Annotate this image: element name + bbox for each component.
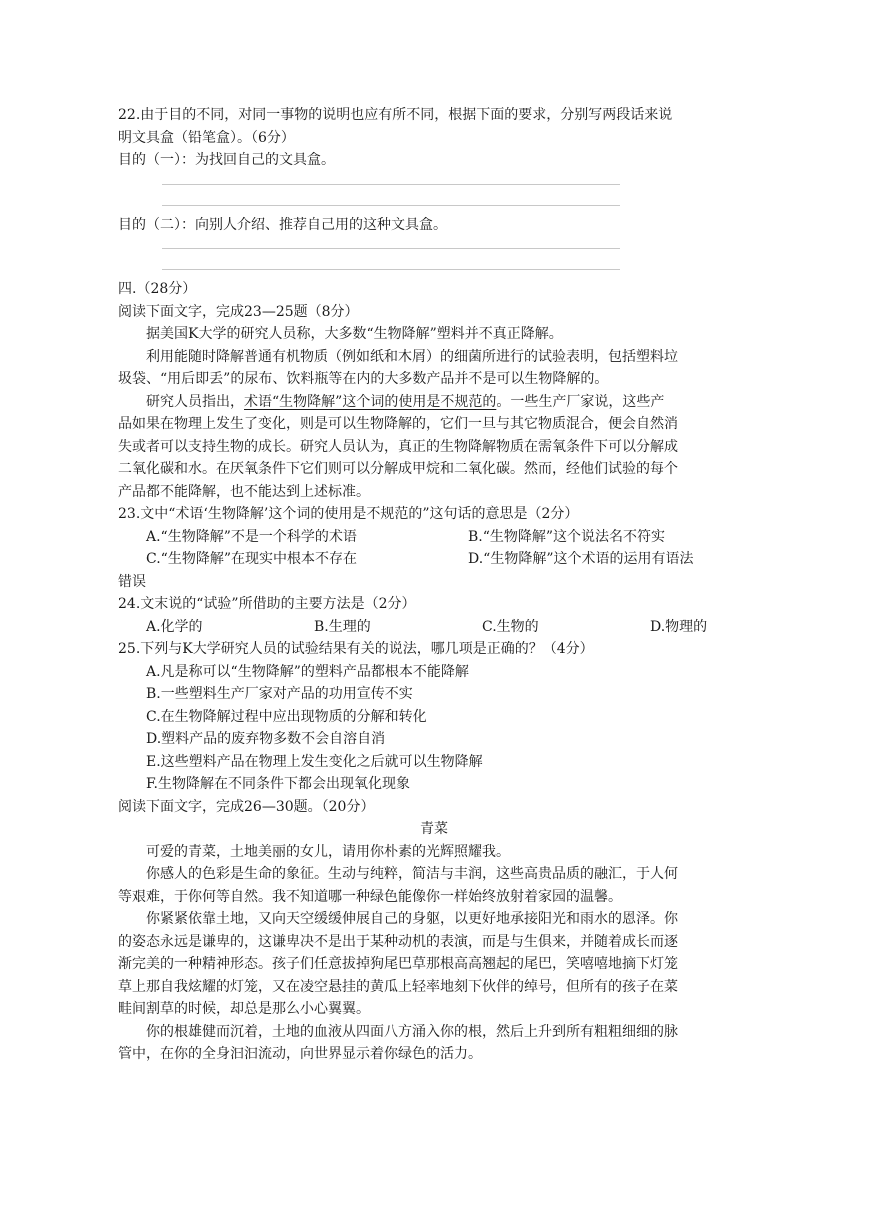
q23-options-row2 [118, 548, 750, 571]
answer-line [118, 257, 750, 278]
option-e: E.这些塑料产品在物理上发生变化之后就可以生物降解 [146, 753, 483, 770]
q22-purpose-1: 目的（一）：为找回自己的文具盒。 [118, 152, 335, 168]
option-a: A.“生物降解”不是一个科学的术语 [146, 528, 357, 545]
q23-stem: 23.文中“术语‘生物降解’这个词的使用是不规范的”这句话的意思是（2分） [118, 506, 579, 522]
underlined-phrase: 术语“生物降解”这个词的使用是不规范的 [244, 393, 497, 410]
option-b: B.生理的 [314, 618, 371, 635]
passage-paragraph: 可爱的青菜，土地美丽的女儿，请用你朴素的光辉照耀我。 [146, 843, 510, 860]
passage-paragraph: 你紧紧依靠土地，又向天空缓缓伸展自己的身躯，以更好地承接阳光和雨水的恩泽。你 [146, 911, 678, 927]
section-heading: 四.（28分） [118, 281, 197, 297]
option-f: F.生物降解在不同条件下都会出现氧化现象 [146, 776, 410, 792]
option-a: A.凡是称可以“生物降解”的塑料产品都根本不能降解 [146, 663, 469, 680]
answer-line [118, 172, 750, 193]
q22-purpose-2: 目的（二）：向别人介绍、推荐自己用的这种文具盒。 [118, 216, 447, 233]
option-d: D.“生物降解”这个术语的运用有语法 [468, 551, 694, 567]
answer-line [118, 236, 750, 257]
option-d: D.塑料产品的废弃物多数不会自溶自消 [146, 731, 386, 747]
passage-paragraph-cont: 圾袋、“用后即丢”的尿布、饮料瓶等在内的大多数产品并不是可以生物降解的。 [118, 371, 609, 387]
reading-instruction: 阅读下面文字，完成23—25题（8分） [118, 303, 359, 320]
passage-paragraph-cont: 失或者可以支持生物的成长。研究人员认为，真正的生物降解物质在需氧条件下可以分解成 [118, 438, 678, 455]
passage-paragraph-cont: 产品都不能降解，也不能达到上述标准。 [118, 483, 370, 500]
q24-stem: 24.文末说的“试验”所借助的主要方法是（2分） [118, 596, 416, 612]
passage-paragraph-cont: 等艰难，于你何等自然。我不知道哪一种绿色能像你一样始终放射着家园的温馨。 [118, 888, 622, 905]
passage-paragraph: 利用能随时降解普通有机物质（例如纸和木屑）的细菌所进行的试验表明，包括塑料垃 [146, 348, 678, 365]
option-c: C.生物的 [482, 618, 539, 635]
passage-paragraph-cont: 管中，在你的全身汩汩流动，向世界显示着你绿色的活力。 [118, 1046, 482, 1062]
passage-paragraph-cont: 二氧化碳和水。在厌氧条件下它们则可以分解成甲烷和二氧化碳。然而，经他们试验的每个 [118, 461, 678, 477]
text-run: 。一些生产厂家说，这些产 [496, 393, 665, 410]
passage-paragraph-cont: 品如果在物理上发生了变化，则是可以生物降解的，它们一旦与其它物质混合，便会自然消 [118, 416, 678, 432]
q22-stem-line2: 明文具盒（铅笔盒）。（6分） [118, 129, 295, 146]
passage-paragraph: 你的根雄健而沉着，土地的血液从四面八方涌入你的根，然后上升到所有粗粗细细的脉 [146, 1023, 678, 1040]
option-b: B.“生物降解”这个说法名不符实 [468, 528, 666, 545]
option-b: B.一些塑料生产厂家对产品的功用宣传不实 [146, 686, 413, 702]
passage-paragraph-cont: 渐完美的一种精神形态。孩子们任意拔掉狗尾巴草那根高高翘起的尾巴，笑嘻嘻地摘下灯笼 [118, 956, 678, 972]
passage-paragraph: 你感人的色彩是生命的象征。生动与纯粹，简洁与丰润，这些高贵品质的融汇，于人何 [146, 866, 678, 882]
option-d: D.物理的 [650, 618, 708, 635]
answer-line [118, 193, 750, 214]
passage-paragraph-cont: 畦间割草的时候，却总是那么小心翼翼。 [118, 1001, 370, 1017]
option-c: C.在生物降解过程中应出现物质的分解和转化 [146, 708, 427, 725]
option-a: A.化学的 [146, 618, 203, 635]
reading-instruction: 阅读下面文字，完成26—30题。（20分） [118, 798, 375, 815]
q23-options-row1 [118, 526, 750, 549]
q25-stem: 25.下列与K大学研究人员的试验结果有关的说法，哪几项是正确的？（4分） [118, 641, 594, 657]
exam-page [118, 104, 750, 1066]
q22-stem-line1: 22.由于目的不同，对同一事物的说明也应有所不同，根据下面的要求，分别写两段话来说 [118, 107, 673, 123]
passage-paragraph-cont: 的姿态永远是谦卑的，这谦卑决不是出于某种动机的表演，而是与生俱来，并随着成长而逐 [118, 933, 678, 950]
option-d-continued: 错误 [118, 573, 146, 590]
text-run: 研究人员指出， [146, 393, 244, 410]
passage-title: 青菜 [420, 821, 448, 837]
option-c: C.“生物降解”在现实中根本不存在 [146, 551, 357, 567]
q24-options [118, 616, 750, 639]
passage-paragraph: 据美国K大学的研究人员称，大多数“生物降解”塑料并不真正降解。 [146, 326, 563, 342]
passage-paragraph-cont: 草上那自我炫耀的灯笼，又在凌空悬挂的黄瓜上轻率地刻下伙伴的绰号，但所有的孩子在菜 [118, 978, 678, 995]
passage-paragraph [118, 391, 750, 414]
